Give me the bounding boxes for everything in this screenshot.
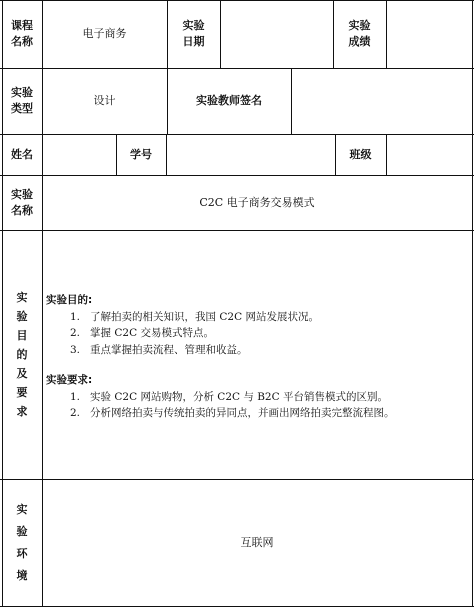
class-label: 班级 xyxy=(349,147,372,161)
experiment-type-label: 实验 类型 xyxy=(11,86,33,115)
list-item: 1. 了解拍卖的相关知识，我国 C2C 网站发展状况。 xyxy=(70,310,319,323)
table-border-bottom xyxy=(0,606,474,607)
list-item: 3. 重点掌握拍卖流程、管理和收益。 xyxy=(70,343,248,356)
class-value[interactable] xyxy=(386,134,472,175)
experiment-name-label: 实验 名称 xyxy=(11,187,33,217)
list-item: 2. 分析网络拍卖与传统拍卖的异同点，并画出网络拍卖完整流程图。 xyxy=(70,407,395,419)
purpose-requirements-label: 实 验 目 的 及 要 求 xyxy=(16,291,28,418)
course-name-label: 课程 名称 xyxy=(11,19,33,48)
student-name-label: 姓名 xyxy=(11,147,33,161)
purpose-requirements-content xyxy=(46,292,466,422)
list-item: 2. 掌握 C2C 交易模式特点。 xyxy=(70,327,214,339)
requirement-heading: 实验要求: xyxy=(46,374,93,386)
experiment-name-value: C2C 电子商务交易模式 xyxy=(199,195,315,209)
experiment-score-label: 实验 成绩 xyxy=(348,19,371,48)
table-border-right xyxy=(472,0,473,607)
student-id-label: 学号 xyxy=(130,147,152,161)
experiment-date-value[interactable] xyxy=(220,0,333,68)
course-name-value: 电子商务 xyxy=(82,27,127,40)
experiment-date-label: 实验 日期 xyxy=(182,19,205,48)
experiment-environment-value: 互联网 xyxy=(240,535,274,549)
student-name-value[interactable] xyxy=(42,134,116,175)
experiment-type-value: 设计 xyxy=(93,94,116,107)
list-item: 1. 实验 C2C 网站购物，分析 C2C 与 B2C 平台销售模式的区别。 xyxy=(70,390,388,403)
teacher-signature-value[interactable] xyxy=(291,68,472,134)
teacher-signature-label: 实验教师签名 xyxy=(196,94,262,107)
experiment-score-value[interactable] xyxy=(386,0,472,68)
row-divider-4 xyxy=(0,230,474,231)
experiment-environment-label: 实 验 环 境 xyxy=(16,502,28,582)
student-id-value[interactable] xyxy=(166,134,335,175)
purpose-heading: 实验目的: xyxy=(46,294,93,306)
